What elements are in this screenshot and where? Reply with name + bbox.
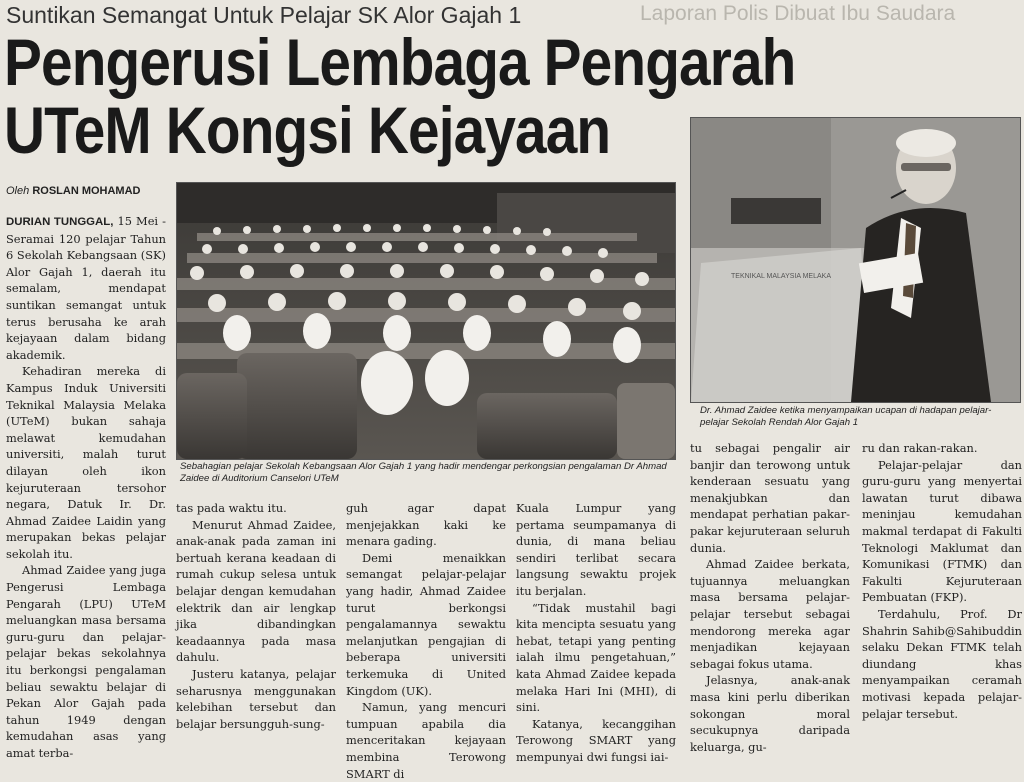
paragraph: Kuala Lumpur yang pertama seumpamanya di dunia, di mana beliau sendiri terlibat secara langsung sewaktu projek itu berjalan. — [516, 501, 676, 598]
byline-prefix: Oleh — [6, 185, 30, 197]
article-kicker: Suntikan Semangat Untuk Pelajar SK Alor Gajah 1 — [6, 2, 522, 28]
paragraph: Namun, yang mencuri tumpuan apabila dia menceritakan kejayaan membina Terowong SMART di — [346, 700, 506, 781]
paragraph: tas pada waktu itu. — [176, 501, 287, 515]
paragraph: Ahmad Zaidee yang juga Pengerusi Lembaga Pengarah (LPU) UTeM meluangkan masa bersama guru-guru dan pelajar-pelajar bekas sekolahnya itu berkongsi pengalaman beliau sewaktu belajar di Pekan Alor Gajah pada tahun 1949 dengan kemudahan asas yang amat terba- — [6, 563, 166, 760]
paragraph: “Tidak mustahil bagi kita mencipta sesuatu yang hebat, tetapi yang penting ialah ilmu pengetahuan,” kata Ahmad Zaidee kepada melaka Hari Ini (MHI), di sini. — [516, 600, 676, 715]
headline-line-1: Pengerusi Lembaga Pengarah — [4, 25, 796, 99]
article-column-5 — [690, 440, 850, 754]
paragraph: Katanya, kecanggihan Terowong SMART yang mempunyai dwi fungsi iai- — [516, 716, 676, 764]
speaker-photo-caption: Dr. Ahmad Zaidee ketika menyampaikan ucapan di hadapan pelajar-pelajar Sekolah Rendah Alor Gajah 1 — [700, 405, 992, 428]
paragraph: Menurut Ahmad Zaidee, anak-anak pada zaman ini bertuah kerana keadaan di rumah cukup selesa untuk belajar dengan kemudahan elektrik dan air lengkap jika dibandingkan keadaannya pada masa dahulu. — [176, 517, 336, 665]
byline — [6, 185, 140, 197]
paragraph: Pelajar-pelajar dan guru-guru yang menyertai lawatan turut dibawa meninjau kemudahan makmal terdapat di Fakulti Teknologi Maklumat dan Komunikasi (FTMK) dan Fakulti Kejuruteraan Pembuatan (FKP). — [862, 457, 1022, 605]
auditorium-photo-caption: Sebahagian pelajar Sekolah Kebangsaan Alor Gajah 1 yang hadir mendengar perkongsian pengalaman Dr Ahmad Zaidee di Auditorium Canselori UTeM — [180, 461, 667, 484]
paragraph: ru dan rakan-rakan. — [862, 441, 978, 455]
article-column-1 — [6, 213, 166, 760]
dateline: DURIAN TUNGGAL, — [6, 216, 114, 228]
paragraph: tu sebagai pengalir air banjir dan terowong untuk kenderaan sesuatu yang menakjubkan dan mendapat perhatian pakar-pakar kejuruteraan seluruh dunia. — [690, 441, 850, 555]
paragraph: Demi menaikkan semangat pelajar-pelajar yang hadir, Ahmad Zaidee turut berkongsi pengalamannya sewaktu melanjutkan pengajian di beberapa universiti terkemuka di United Kingdom (UK). — [346, 550, 506, 698]
headline-line-2: UTeM Kongsi Kejayaan — [4, 93, 611, 167]
paragraph: Kehadiran mereka di Kampus Induk Universiti Teknikal Malaysia Melaka (UTeM) bukan sahaja melawat kemudahan universiti, malah turut dilayan oleh ikon kejuruteraan tersohor negara, Datuk Ir. Dr. Ahmad Zaidee Laidin yang merupakan bekas pelajar sekolah itu. — [6, 364, 166, 561]
bleed-through-text: Laporan Polis Dibuat Ibu Saudara — [640, 2, 956, 25]
paragraph-text: 15 Mei - Seramai 120 pelajar Tahun 6 Sekolah Kebangsaan (SK) Alor Gajah 1, daerah itu semalam, mendapat suntikan semangat untuk terus berusaha ke arah kejayaan dalam bidang akademik. — [6, 214, 166, 362]
byline-author: ROSLAN MOHAMAD — [32, 185, 141, 197]
paragraph: Justeru katanya, pelajar seharusnya menggunakan kelebihan tersebut dan belajar bersungguh-sung- — [176, 666, 336, 731]
speaker-photo-art — [691, 118, 1020, 402]
paragraph: guh agar dapat menjejakkan kaki ke menara gading. — [346, 501, 506, 549]
article-column-3 — [346, 500, 506, 781]
paragraph — [6, 213, 166, 363]
speaker-photo — [690, 117, 1021, 403]
paragraph: Jelasnya, anak-anak masa kini perlu diberikan sokongan moral secukupnya daripada keluarga, gu- — [690, 673, 850, 754]
podium-label: TEKNIKAL MALAYSIA MELAKA — [731, 273, 831, 280]
paragraph: Ahmad Zaidee berkata, tujuannya meluangkan masa bersama pelajar-pelajar tersebut sebagai mendorong mereka agar menjadikan kejayaan sebagai fokus utama. — [690, 557, 850, 671]
auditorium-photo-art — [177, 183, 675, 459]
article-column-6 — [862, 440, 1022, 741]
article-column-4 — [516, 500, 676, 764]
auditorium-photo — [176, 182, 676, 460]
paragraph: Terdahulu, Prof. Dr Shahrin Sahib@Sahibuddin selaku Dekan FTMK telah diundang khas menyampaikan ceramah motivasi kepada pelajar-pelajar tersebut. — [862, 606, 1022, 721]
article-column-2 — [176, 500, 336, 741]
